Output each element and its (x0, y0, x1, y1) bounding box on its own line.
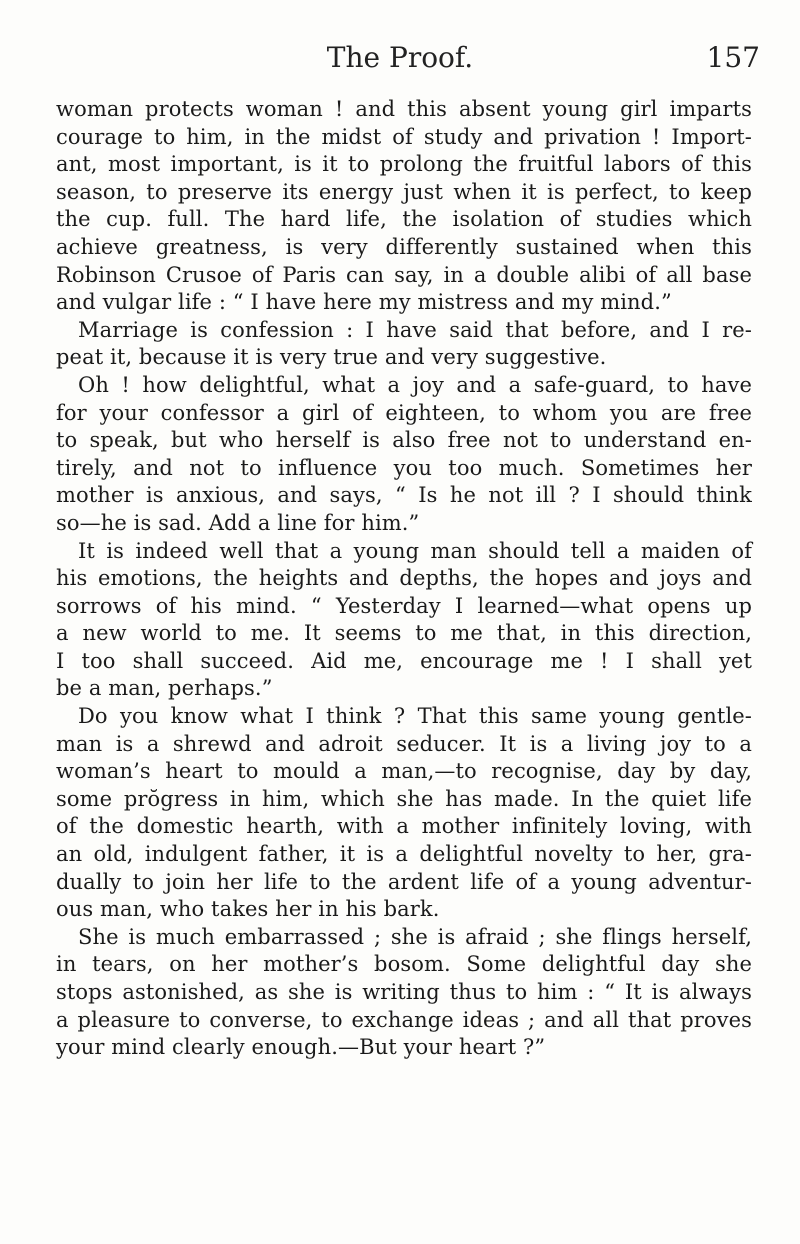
text-line: I too shall succeed. Aid me, encourage me ! I shall yet (56, 648, 752, 673)
text-line: dually to join her life to the ardent life of a young adventur- (56, 869, 752, 894)
text-line: the cup. full. The hard life, the isolation of studies which (56, 207, 752, 232)
text-line: tirely, and not to influence you too much. Sometimes her (56, 455, 752, 480)
text-line: be a man, perhaps.” (56, 676, 273, 701)
body-text (56, 96, 752, 1062)
text-line: so—he is sad. Add a line for him.” (56, 510, 420, 535)
text-line: of the domestic hearth, with a mother infinitely loving, with (56, 814, 752, 839)
text-line: your mind clearly enough.—But your heart ?” (56, 1035, 546, 1060)
text-line: Do you know what I think ? That this same young gentle- (78, 704, 752, 729)
text-line: She is much embarrassed ; she is afraid ; she flings herself, (78, 924, 752, 949)
text-line: some prŏgress in him, which she has made. In the quiet life (56, 786, 752, 811)
text-line: Marriage is confession : I have said that before, and I re- (78, 317, 752, 342)
text-line: stops astonished, as she is writing thus to him : “ It is always (56, 980, 752, 1004)
text-line: ant, most important, is it to prolong the fruitful labors of this (56, 152, 752, 177)
text-line: his emotions, the heights and depths, the hopes and joys and (56, 566, 752, 591)
page-header (0, 36, 800, 80)
text-line: a pleasure to converse, to exchange ideas ; and all that proves (56, 1007, 752, 1032)
text-line: and vulgar life : “ I have here my mistress and my mind.” (56, 290, 672, 315)
text-line: peat it, because it is very true and very suggestive. (56, 345, 607, 370)
text-line: mother is anxious, and says, “ Is he not ill ? I should think (56, 483, 752, 508)
text-line: Robinson Crusoe of Paris can say, in a double alibi of all base (56, 262, 752, 287)
text-line: in tears, on her mother’s bosom. Some delightful day she (56, 952, 752, 977)
text-line: an old, indulgent father, it is a delightful novelty to her, gra- (56, 842, 752, 867)
text-line: achieve greatness, is very differently sustained when this (56, 234, 752, 259)
text-line: woman protects woman ! and this absent young girl imparts (56, 97, 752, 121)
running-title: The Proof. (326, 41, 474, 74)
text-line: season, to preserve its energy just when it is perfect, to keep (56, 179, 752, 204)
text-line: courage to him, in the midst of study and privation ! Import- (56, 124, 752, 149)
text-line: It is indeed well that a young man should tell a maiden of (78, 538, 752, 563)
text-line: for your confessor a girl of eighteen, to whom you are free (56, 400, 752, 425)
text-line: a new world to me. It seems to me that, in this direction, (56, 621, 752, 646)
text-line: woman’s heart to mould a man,—to recognise, day by day, (56, 759, 752, 784)
text-line: Oh ! how delightful, what a joy and a safe-guard, to have (78, 372, 752, 397)
text-line: man is a shrewd and adroit seducer. It is a living joy to a (56, 731, 752, 756)
text-line: sorrows of his mind. “ Yesterday I learned—what opens up (56, 593, 752, 618)
text-line: ous man, who takes her in his bark. (56, 897, 440, 922)
text-line: to speak, but who herself is also free not to understand en- (56, 428, 752, 453)
page-number: 157 (706, 41, 760, 74)
